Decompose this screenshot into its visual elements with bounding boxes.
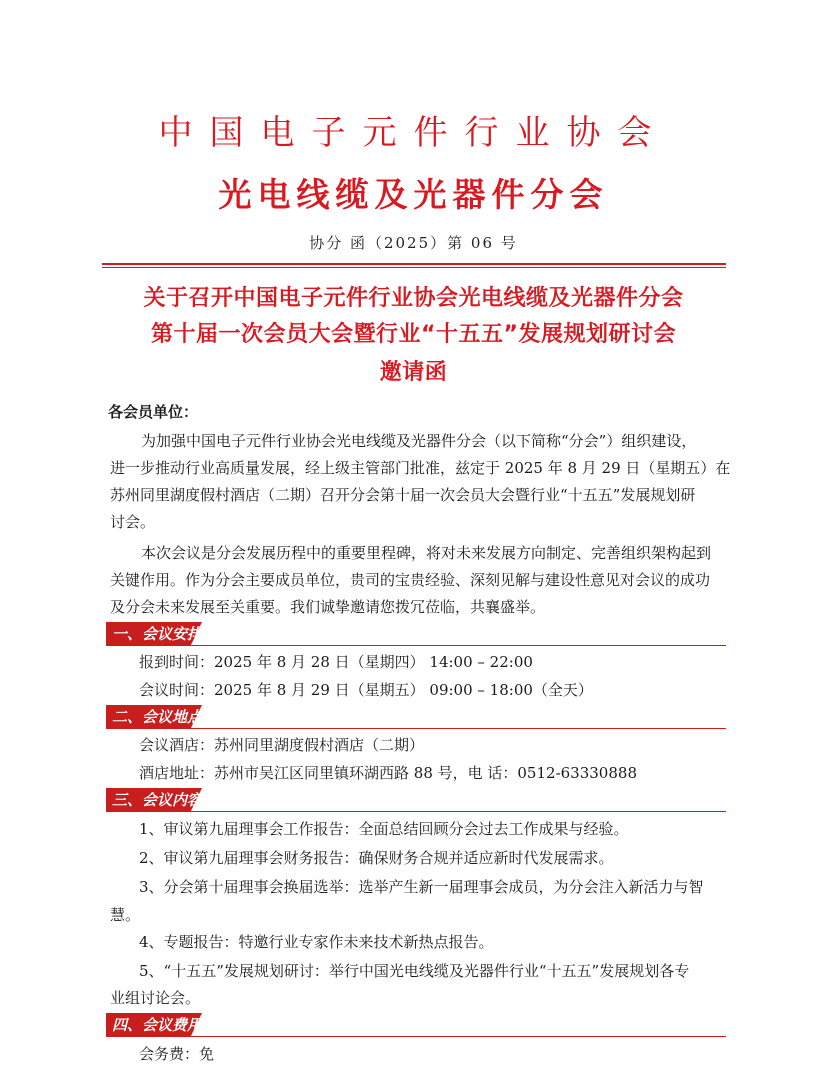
header-rule-thin [102,267,726,268]
section-heading-arrangement [106,622,202,646]
section-heading-venue [106,705,202,729]
agenda-item-continued: 业组讨论会。 [110,989,201,1007]
section-underline [106,728,726,729]
agenda-item: 1、审议第九届理事会工作报告：全面总结回顾分会过去工作成果与经验。 [139,820,629,838]
title-line3: 邀请函 [379,360,448,385]
section-heading-text: 三、会议内容 [112,791,203,809]
meeting-time: 会议时间：2025 年 8 月 29 日（星期五） 09:00 – 18:00（全天） [139,681,593,699]
org-name-line2: 光电线缆及光器件分会 [218,175,609,214]
venue-hotel: 会议酒店：苏州同里湖度假村酒店（二期） [139,736,425,754]
section-heading-fees [106,1013,202,1037]
body-line: 为加强中国电子元件行业协会光电线缆及光器件分会（以下简称“分会”）组织建设， [141,432,697,450]
title-line1: 关于召开中国电子元件行业协会光电线缆及光器件分会 [143,286,684,311]
section-heading-text: 一、会议安排 [112,625,203,643]
body-line: 苏州同里湖度假村酒店（二期）召开分会第十届一次会员大会暨行业“十五五”发展规划研 [110,486,696,504]
section-underline [106,811,726,812]
agenda-item: 5、“十五五”发展规划研讨：举行中国光电线缆及光器件行业“十五五”发展规划各专 [139,962,690,980]
header-rule-thick [102,263,726,265]
agenda-item: 3、分会第十届理事会换届选举：选举产生新一届理事会成员，为分会注入新活力与智 [139,878,704,896]
title-line2: 第十届一次会员大会暨行业“十五五”发展规划研讨会 [151,322,676,347]
body-line: 及分会未来发展至关重要。我们诚挚邀请您拨冗莅临，共襄盛举。 [110,598,546,616]
document-number: 协分 函（2025）第 06 号 [309,234,518,252]
body-line: 关键作用。作为分会主要成员单位，贵司的宝贵经验、深刻见解与建设性意见对会议的成功 [110,571,711,589]
agenda-item: 2、审议第九届理事会财务报告：确保财务合规并适应新时代发展需求。 [139,849,614,867]
section-heading-text: 二、会议地点 [112,708,203,726]
body-line: 本次会议是分会发展历程中的重要里程碑，将对未来发展方向制定、完善组织架构起到 [141,544,712,562]
section-heading-content [106,788,202,812]
body-line: 讨会。 [110,513,156,531]
body-line: 进一步推动行业高质量发展，经上级主管部门批准，兹定于 2025 年 8 月 29 日（星期五）在 [110,459,731,477]
agenda-item-continued: 慧。 [110,906,141,924]
org-name-line1: 中国电子元件行业协会 [158,113,669,153]
section-underline [106,1036,726,1037]
meeting-fee: 会务费：免 [139,1045,215,1063]
checkin-time: 报到时间：2025 年 8 月 28 日（星期四） 14:00 – 22:00 [139,653,533,671]
section-heading-text: 四、会议费用 [112,1016,203,1034]
salutation: 各会员单位： [108,403,199,421]
venue-address: 酒店地址：苏州市吴江区同里镇环湖西路 88 号，电 话：0512-63330888 [139,764,637,782]
section-underline [106,645,726,646]
agenda-item: 4、专题报告：特邀行业专家作未来技术新热点报告。 [139,933,494,951]
